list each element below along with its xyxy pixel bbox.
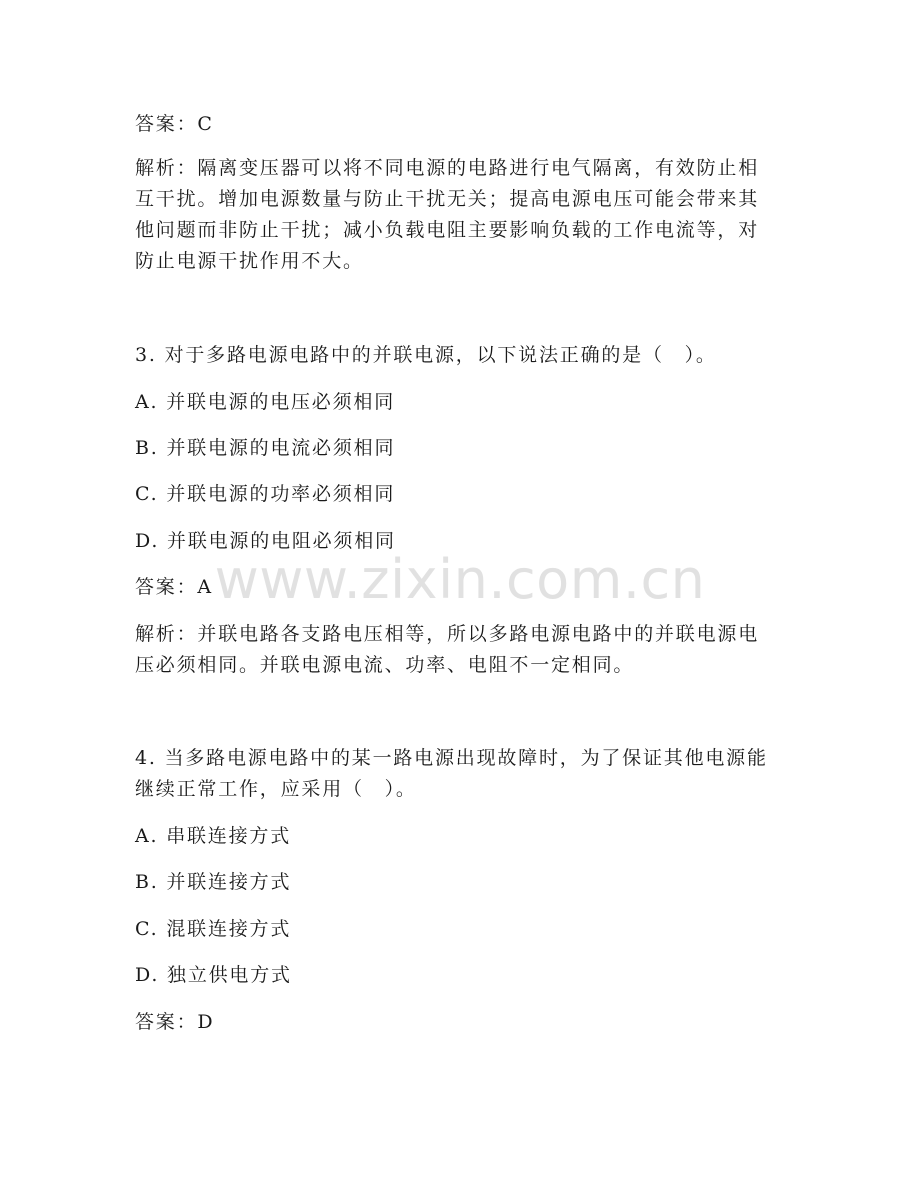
question-3-option-c: C. 并联电源的功率必须相同	[135, 483, 396, 505]
question-3-option-d: D. 并联电源的电阻必须相同	[135, 530, 396, 552]
explanation-3-line-1: 解析：并联电路各支路电压相等，所以多路电源电路中的并联电源电	[135, 623, 760, 645]
question-3-option-a: A. 并联电源的电压必须相同	[135, 391, 396, 413]
explanation-2-line-2: 互干扰。增加电源数量与防止干扰无关；提高电源电压可能会带来其	[135, 188, 760, 210]
question-4-option-c: C. 混联连接方式	[135, 918, 292, 940]
question-4-option-a: A. 串联连接方式	[135, 825, 292, 847]
question-4-line-1: 4. 当多路电源电路中的某一路电源出现故障时，为了保证其他电源能	[135, 747, 768, 769]
question-3: 3. 对于多路电源电路中的并联电源，以下说法正确的是（ ）。	[135, 344, 717, 366]
question-3-option-b: B. 并联电源的电流必须相同	[135, 437, 396, 459]
answer-4: 答案：D	[135, 1011, 215, 1033]
explanation-2-line-1: 解析：隔离变压器可以将不同电源的电路进行电气隔离，有效防止相	[135, 157, 760, 179]
answer-3: 答案：A	[135, 576, 213, 598]
answer-2: 答案：C	[135, 113, 214, 135]
question-4-option-d: D. 独立供电方式	[135, 964, 292, 986]
explanation-3-line-2: 压必须相同。并联电源电流、功率、电阻不一定相同。	[135, 654, 635, 676]
question-4-line-2: 继续正常工作，应采用（ ）。	[135, 778, 417, 800]
explanation-2-line-4: 防止电源干扰作用不大。	[135, 250, 364, 272]
explanation-2-line-3: 他问题而非防止干扰；减小负载电阻主要影响负载的工作电流等，对	[135, 219, 760, 241]
question-4-option-b: B. 并联连接方式	[135, 871, 292, 893]
watermark: www.zixin.com.cn	[214, 548, 706, 611]
